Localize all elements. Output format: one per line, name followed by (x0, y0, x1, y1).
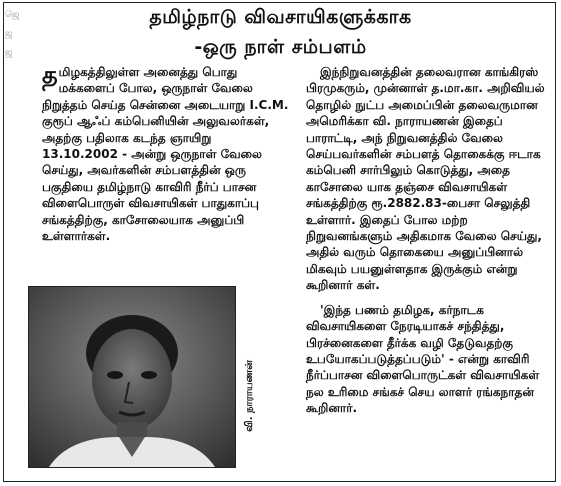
headline-line-1: தமிழ்நாடு விவசாயிகளுக்காக (149, 6, 412, 28)
margin-note: ஜ (5, 29, 13, 39)
margin-note: ஜ (5, 48, 13, 58)
portrait-photo (28, 286, 236, 468)
left-body-text: மிழகத்திலுள்ள அனைத்து பொது மக்களைப் போல, ஒருநாள் வேலை நிறுத்தம் செய்த சென்னை அடையாறு I.C.M. குரூப் ஆஃப் கம்பெனியின் அலுவலர்கள், அதற்கு பதிலாக கடந்த ஞாயிறு 13.10.2002 - அன்று ஒருநாள் வேலை செய்து, அவர்களின் சம்பளத்தின் ஒரு பகுதியை தமிழ்நாடு காவிரி நீர்ப் பாசன விளைபொருள் விவசாயிகள் பாதுகாப்பு சங்கத்திற்கு, காசோலையாக அனுப்பி உள்ளார்கள். (42, 65, 289, 244)
photo-caption: வி. நாராயணன் (244, 360, 255, 432)
drop-cap: த (42, 61, 58, 89)
right-column (306, 64, 550, 417)
portrait-image (29, 287, 235, 467)
right-paragraph-2: 'இந்த பணம் தமிழக, கர்நாடக விவசாயிகளை நேரடியாகச் சந்தித்து, பிரச்னைகளை தீர்க்க வழி தேடுவதற்கு உபயோகப்படுத்தப்படும்' - என்று காவிரி நீர்ப்பாசன விளைபொருட்கள் விவசாயிகள் நல உரிமை சங்கச் செய லாளர் ரங்கநாதன் கூறினார். (306, 302, 540, 416)
headline-line-2: -ஒரு நாள் சம்பளம் (194, 36, 367, 58)
left-column (42, 61, 290, 244)
right-paragraph-1: இந்நிறுவனத்தின் தலைவரான காங்கிரஸ் பிரமுகரும், முன்னாள் த.மா.கா. அறிவியல் தொழில் நுட்ப அமைப்பின் தலைவருமான அமெரிக்கா வி. நாராயணன் இதைப் பாராட்டி, அந் நிறுவனத்தில் வேலை செய்பவர்களின் சம்பளத் தொகைக்கு ஈடாக கம்பெனி சார்பிலும் கொடுத்து, அதை காசோலை யாக தஞ்சை விவசாயிகள் சங்கத்திற்கு ரூ.2882.83-பைசா செலுத்தி உள்ளார். இதைப் போல மற்ற நிறுவனங்களும் அதிகமாக வேலை செய்து, அதில் வரும் தொகையை அனுப்பினால் மிகவும் பயனுள்ளதாக இருக்கும் என்று கூறினார் கள். (306, 65, 545, 293)
left-paragraph (42, 61, 290, 244)
margin-note: ஜெ (5, 10, 20, 20)
